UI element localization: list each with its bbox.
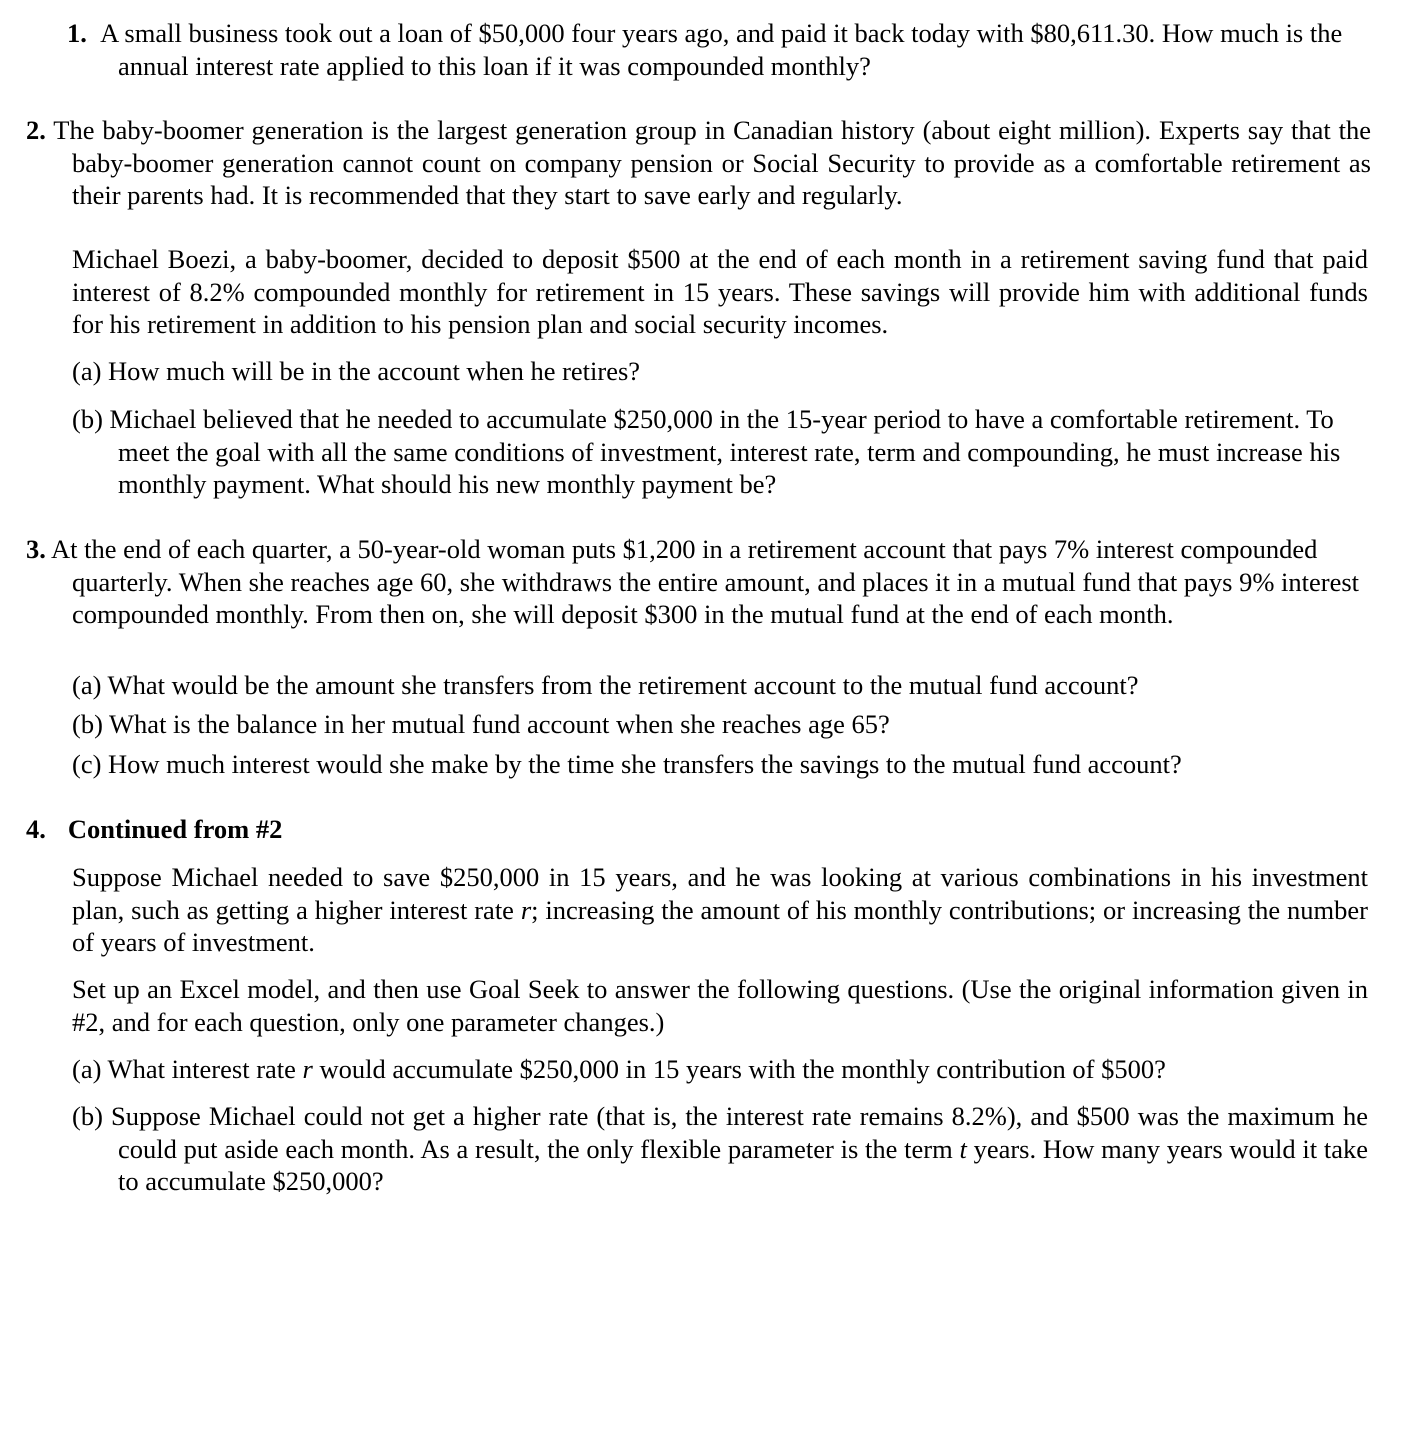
question-1-number: 1. — [67, 18, 87, 48]
question-4a-text-a: (a) What interest rate — [72, 1054, 303, 1084]
question-4-number: 4. — [26, 814, 46, 844]
question-4b — [72, 1100, 1368, 1198]
question-2-scenario: Michael Boezi, a baby-boomer, decided to deposit $500 at the end of each month in a retirement saving fund that paid interest of 8.2% compounded monthly for retirement in 15 years. These savings will provide him with additional funds for his retirement in addition to his pension plan and social security incomes. — [72, 244, 1368, 339]
question-4-heading-text: Continued from #2 — [67, 814, 283, 844]
question-4a-variable-r: r — [302, 1054, 313, 1084]
question-4b-text-b: years. How many years would it take to accumulate $250,000? — [118, 1133, 1368, 1196]
question-2-number: 2. — [26, 115, 46, 145]
question-4-paragraph-1 — [72, 861, 1368, 959]
question-2-intro — [26, 114, 1371, 212]
question-4-heading — [26, 813, 282, 846]
question-1 — [26, 17, 1347, 82]
question-3-intro — [26, 533, 1371, 631]
question-2a: (a) How much will be in the account when he retires? — [72, 356, 641, 386]
question-4-p1-text-b: ; increasing the amount of his monthly contributions; or increasing the number of years of investment. — [72, 894, 1368, 957]
question-4-p1-variable-r: r — [520, 894, 532, 925]
question-4-p1-text-a: Suppose Michael needed to save $250,000 in 15 years, and he was looking at various combinations in his investment plan, such as getting a higher interest rate — [72, 862, 1368, 925]
question-3c: (c) How much interest would she make by the time she transfers the savings to the mutual fund account? — [72, 749, 1182, 779]
question-2-intro-text: The baby-boomer generation is the largest generation group in Canadian history (about eight million). Experts say that the baby-boomer generation cannot count on company pension or Social Security to provide as a comfortable retirement as their parents had. It is recommended that they start to save early and regularly. — [53, 115, 1371, 210]
question-2b: (b) Michael believed that he needed to accumulate $250,000 in the 15-year period to have a comfortable retirement. To meet the goal with all the same conditions of investment, interest rate, term and compounding, he must increase his monthly payment. What should his new monthly payment be? — [72, 404, 1341, 499]
question-3-number: 3. — [26, 534, 46, 564]
question-3b: (b) What is the balance in her mutual fund account when she reaches age 65? — [72, 709, 890, 739]
question-4a-text-b: would accumulate $250,000 in 15 years with the monthly contribution of $500? — [312, 1054, 1166, 1084]
question-1-text: A small business took out a loan of $50,000 four years ago, and paid it back today with $80,611.30. How much is the annual interest rate applied to this loan if it was compounded monthly? — [100, 18, 1343, 81]
question-4a — [72, 1053, 1368, 1086]
question-4b-variable-t: t — [959, 1133, 967, 1164]
question-3a: (a) What would be the amount she transfers from the retirement account to the mutual fund account? — [72, 670, 1139, 700]
question-4-paragraph-2: Set up an Excel model, and then use Goal Seek to answer the following questions. (Use the original information given in #2, and for each question, only one parameter changes.) — [72, 974, 1368, 1037]
question-3-intro-text: At the end of each quarter, a 50-year-old woman puts $1,200 in a retirement account that pays 7% interest compounded quarterly. When she reaches age 60, she withdraws the entire amount, and places it in a mutual fund that pays 9% interest compounded monthly. From then on, she will deposit $300 in the mutual fund at the end of each month. — [51, 534, 1360, 629]
question-4b-text-a: (b) Suppose Michael could not get a higher rate (that is, the interest rate remains 8.2%), and $500 was the maximum he could put aside each month. As a result, the only flexible parameter is the term — [72, 1101, 1368, 1164]
